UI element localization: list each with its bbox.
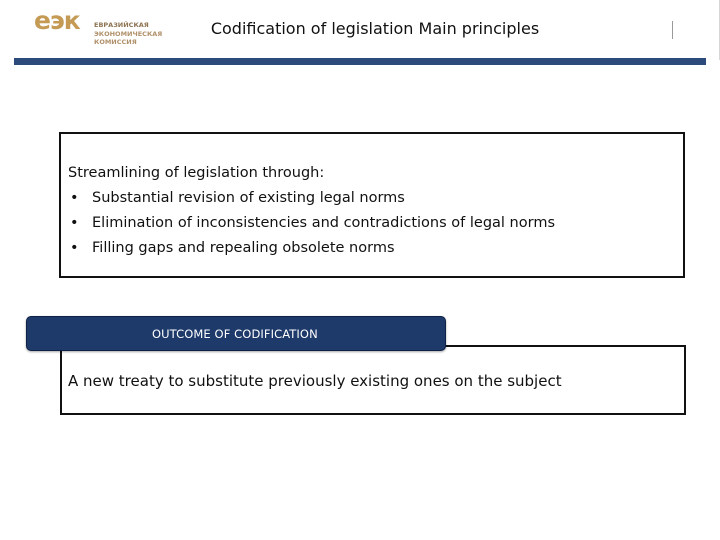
outcome-box	[60, 345, 686, 415]
bullet-text: Substantial revision of existing legal norms	[92, 190, 405, 206]
bullet-icon: •	[70, 190, 79, 206]
bullet-text: Elimination of inconsistencies and contradictions of legal norms	[92, 215, 555, 231]
bullet-icon: •	[70, 240, 79, 256]
bullet-item	[68, 236, 555, 261]
header-divider	[672, 21, 673, 39]
logo-line-2: ЭКОНОМИЧЕСКАЯ	[94, 29, 163, 38]
logo-mark: еэк	[34, 6, 80, 35]
outcome-text: A new treaty to substitute previously existing ones on the subject	[68, 372, 562, 390]
bullet-text: Filling gaps and repealing obsolete norms	[92, 240, 395, 256]
logo-line-3: КОМИССИЯ	[94, 38, 137, 46]
slide-header	[0, 0, 720, 66]
eec-logo	[34, 8, 164, 52]
bullet-item	[68, 186, 555, 211]
outcome-label: OUTCOME OF CODIFICATION	[152, 327, 318, 341]
slide-title: Codification of legislation Main principles	[210, 19, 540, 38]
principles-heading: Streamlining of legislation through:	[68, 165, 325, 181]
header-rule	[14, 58, 706, 65]
principles-content	[68, 161, 555, 261]
bullet-icon: •	[70, 215, 79, 231]
outcome-label-tab	[26, 316, 446, 351]
logo-line-1: ЕВРАЗИЙСКАЯ	[94, 21, 149, 29]
principles-box	[59, 132, 685, 278]
bullet-item	[68, 211, 555, 236]
